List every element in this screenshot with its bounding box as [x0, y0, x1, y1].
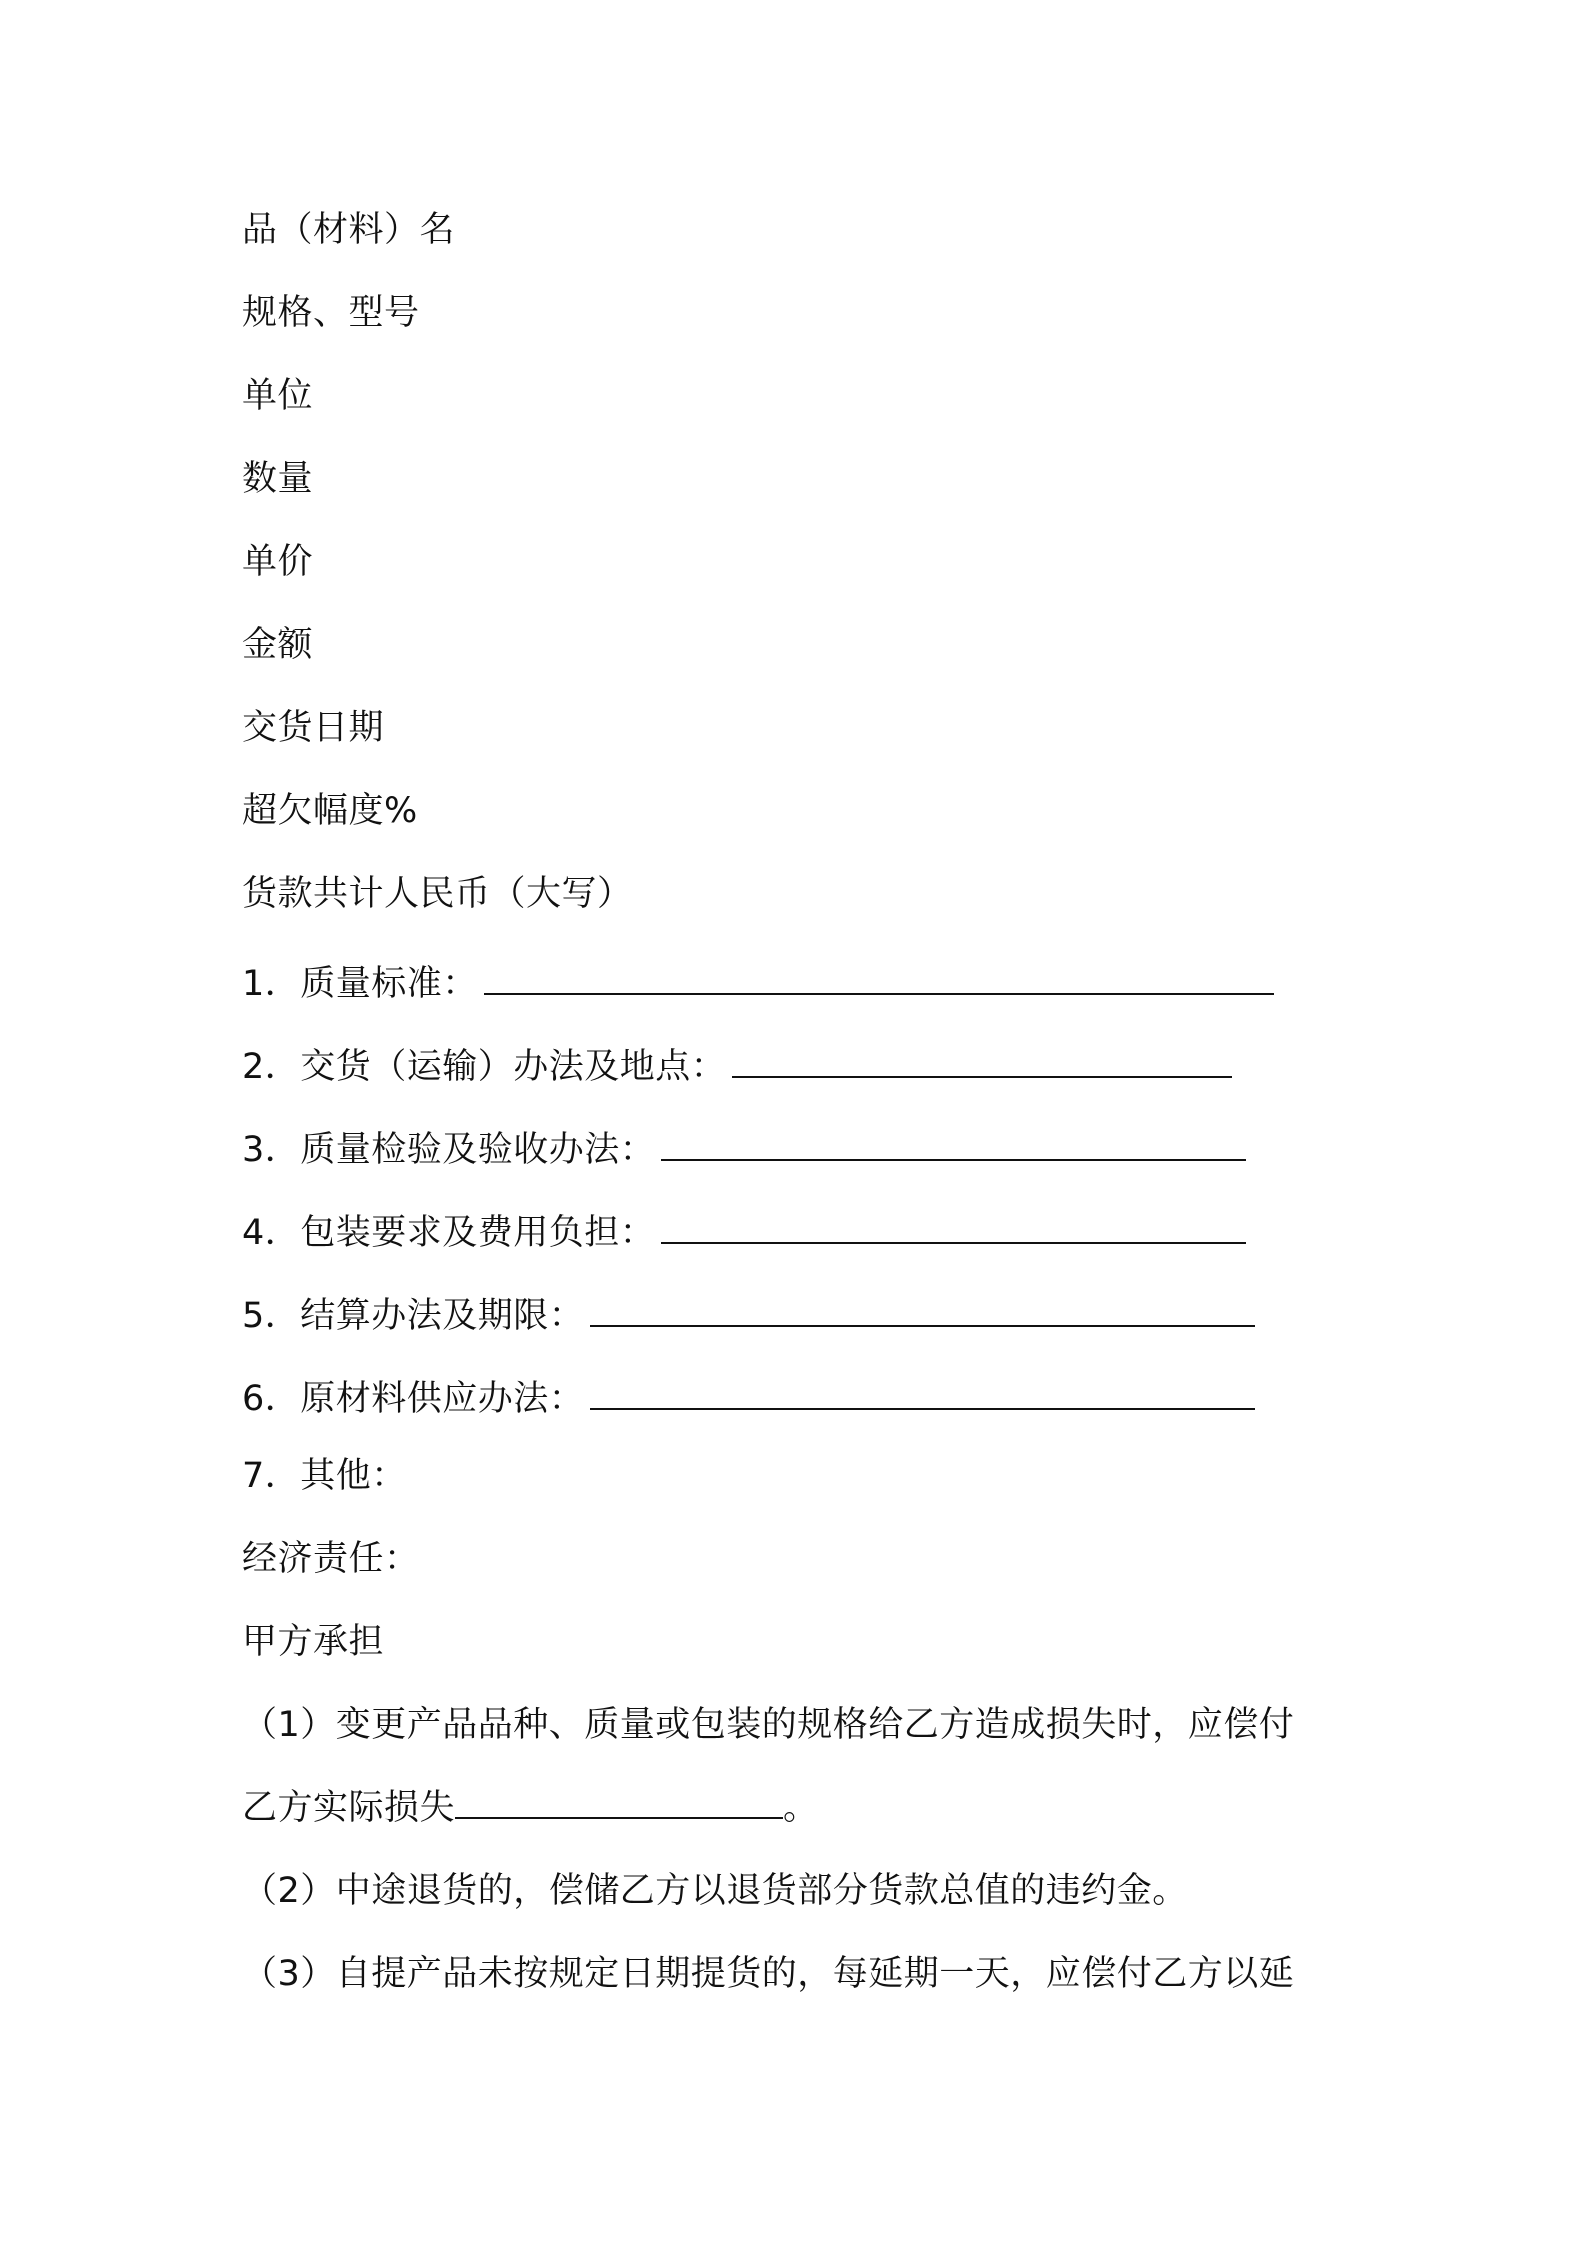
field-delivery-date: 交货日期 — [242, 708, 385, 748]
party-a-liability: 甲方承担 — [242, 1622, 385, 1662]
field-spec-model: 规格、型号 — [242, 293, 420, 333]
field-unit-price: 单价 — [242, 542, 314, 582]
term-inspection — [242, 1128, 1246, 1172]
fill-blank — [590, 1378, 1255, 1410]
field-tolerance: 超欠幅度% — [242, 791, 418, 831]
clause-1-line-1: （1）变更产品品种、质量或包装的规格给乙方造成损失时，应偿付 — [242, 1705, 1295, 1745]
clause-3: （3）自提产品未按规定日期提货的，每延期一天，应偿付乙方以延 — [242, 1954, 1295, 1994]
field-total-payment: 货款共计人民币（大写） — [242, 874, 633, 914]
field-quantity: 数量 — [242, 459, 314, 499]
fill-blank — [732, 1046, 1232, 1078]
fill-blank — [484, 963, 1274, 995]
field-unit: 单位 — [242, 376, 314, 416]
clause-1-line-2 — [242, 1786, 819, 1830]
term-label: 3．质量检验及验收办法： — [242, 1130, 656, 1170]
term-raw-materials — [242, 1377, 1255, 1421]
term-label: 6．原材料供应办法： — [242, 1379, 585, 1419]
term-label: 4．包装要求及费用负担： — [242, 1213, 656, 1253]
field-amount: 金额 — [242, 625, 314, 665]
term-settlement — [242, 1294, 1255, 1338]
term-label: 5．结算办法及期限： — [242, 1296, 585, 1336]
fill-blank — [661, 1129, 1246, 1161]
fill-blank — [590, 1295, 1255, 1327]
fill-blank — [661, 1212, 1246, 1244]
term-quality-standard — [242, 962, 1274, 1006]
term-packaging — [242, 1211, 1246, 1255]
clause-1-text: 乙方实际损失 — [242, 1788, 456, 1828]
term-other: 7．其他： — [242, 1456, 407, 1496]
term-delivery-method — [242, 1045, 1232, 1089]
fill-blank — [455, 1787, 783, 1819]
term-label: 2．交货（运输）办法及地点： — [242, 1047, 727, 1087]
clause-1-period: 。 — [783, 1788, 819, 1828]
clause-2: （2）中途退货的，偿储乙方以退货部分货款总值的违约金。 — [242, 1871, 1188, 1911]
liability-title: 经济责任： — [242, 1539, 420, 1579]
term-label: 1．质量标准： — [242, 964, 478, 1004]
field-product-name: 品（材料）名 — [242, 210, 456, 250]
